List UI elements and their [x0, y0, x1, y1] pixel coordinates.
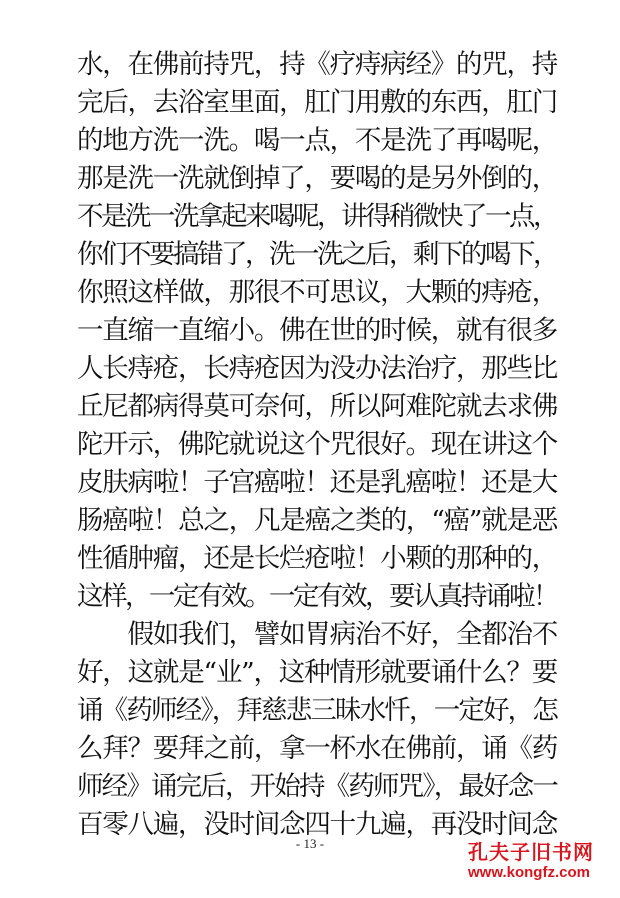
text-line: 一直缩一直缩小。佛在世的时候，就有很多 [77, 315, 557, 346]
watermark-name: 孔夫子旧书网 [468, 840, 594, 864]
text-line: 水，在佛前持咒，持《疗痔病经》的咒，持 [77, 49, 557, 80]
text-line: 诵《药师经》，拜慈悲三昧水忏，一定好，怎 [77, 695, 557, 726]
text-line: 你照这样做，那很不可思议，大颗的痔疮， [77, 277, 557, 308]
text-line: 皮肤病啦！子宫癌啦！还是乳癌啦！还是大 [77, 467, 557, 498]
text-line: 不是洗一洗拿起来喝呢，讲得稍微快了一点， [77, 201, 557, 232]
text-line: 么拜？要拜之前，拿一杯水在佛前，诵《药 [77, 733, 557, 764]
text-line: 完后，去浴室里面，肛门用敷的东西，肛门 [77, 87, 557, 118]
text-line: 这样，一定有效。一定有效，要认真持诵啦！ [77, 581, 557, 612]
text-line: 百零八遍，没时间念四十九遍，再没时间念 [77, 809, 557, 840]
text-line: 师经》诵完后，开始持《药师咒》，最好念一 [77, 771, 557, 802]
text-line: 那是洗一洗就倒掉了，要喝的是另外倒的， [77, 163, 557, 194]
watermark-url: www.kongfz.com [468, 864, 590, 881]
body-text [77, 46, 557, 844]
text-line: 假如我们，譬如胃病治不好，全都治不 [77, 619, 557, 650]
text-line: 丘尼都病得莫可奈何，所以阿难陀就去求佛 [77, 391, 557, 422]
text-line: 性循肿瘤，还是长烂疮啦！小颗的那种的， [77, 543, 557, 574]
watermark [468, 840, 613, 882]
page-number: - 13 - [295, 836, 325, 851]
text-line: 的地方洗一洗。喝一点，不是洗了再喝呢， [77, 125, 557, 156]
text-line: 陀开示，佛陀就说这个咒很好。现在讲这个 [77, 429, 557, 460]
text-line: 好，这就是“业”，这种情形就要诵什么？要 [77, 657, 558, 688]
text-line: 肠癌啦！总之，凡是癌之类的，“癌”就是恶 [77, 505, 558, 536]
text-line: 你们不要搞错了，洗一洗之后，剩下的喝下， [77, 239, 557, 270]
text-line: 人长痔疮，长痔疮因为没办法治疗，那些比 [77, 353, 557, 384]
